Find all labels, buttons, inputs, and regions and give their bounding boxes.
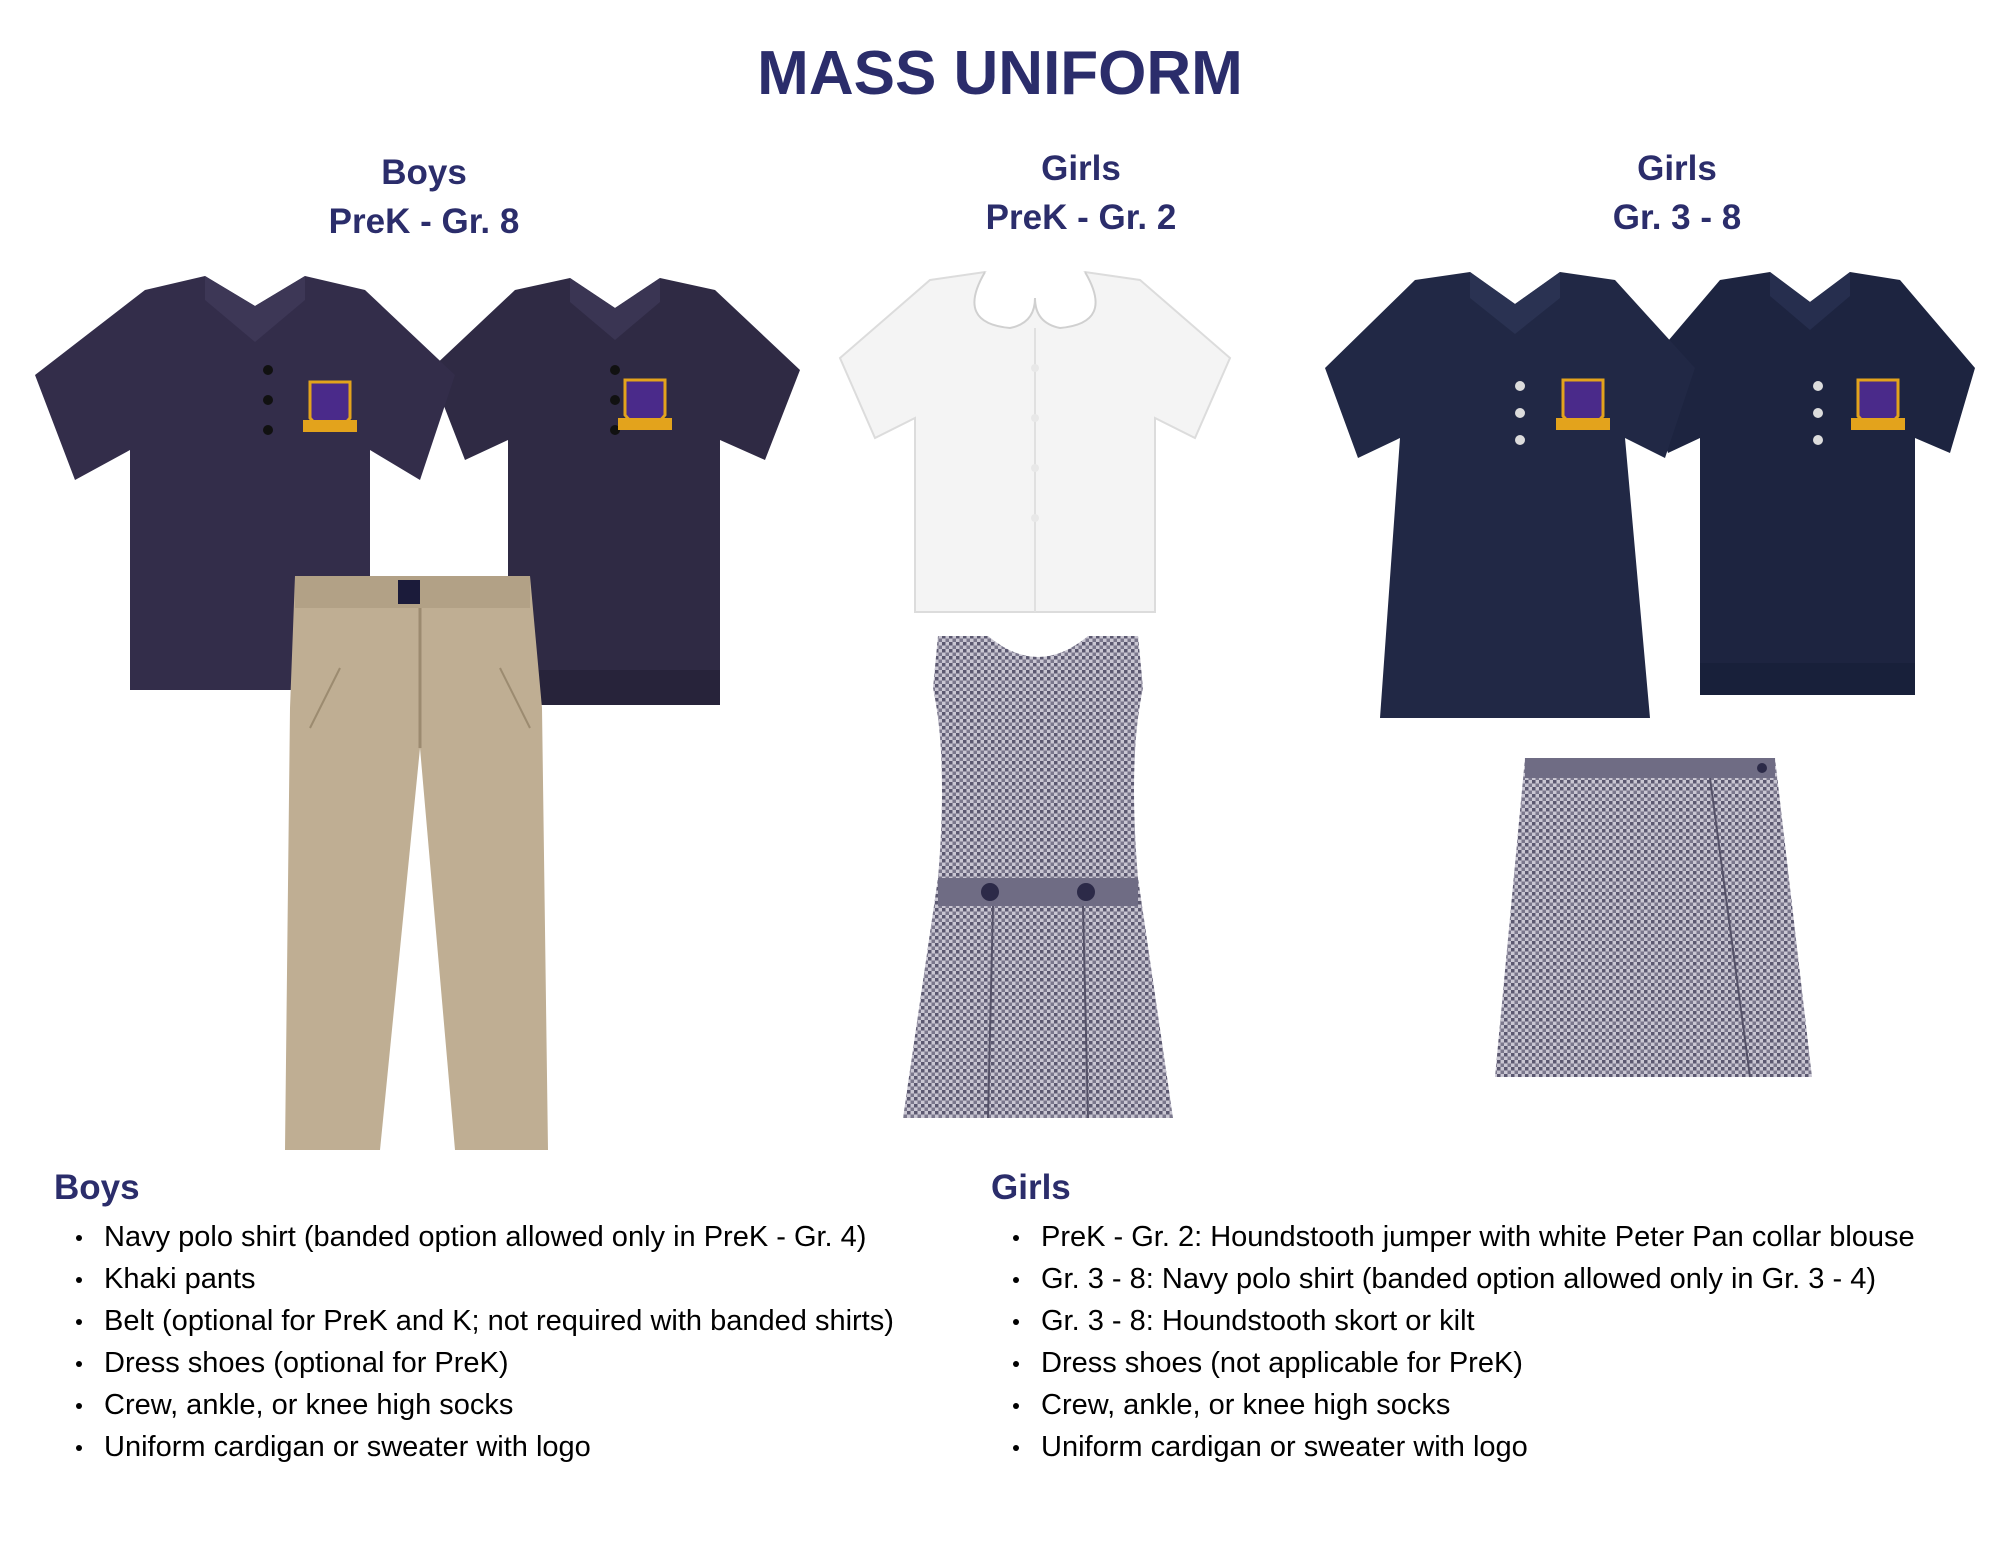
boys-item-list [54, 1216, 894, 1468]
list-item: Gr. 3 - 8: Houndstooth skort or kilt [991, 1300, 1915, 1342]
houndstooth-jumper-image [893, 628, 1183, 1123]
boys-section-heading: Boys [54, 1168, 140, 1207]
column-heading-line2: Gr. 3 - 8 [1612, 198, 1742, 237]
list-item: Crew, ankle, or knee high socks [54, 1384, 894, 1426]
list-item: Uniform cardigan or sweater with logo [991, 1426, 1915, 1468]
column-heading-line1: Boys [381, 153, 467, 192]
list-item: PreK - Gr. 2: Houndstooth jumper with white Peter Pan collar blouse [991, 1216, 1915, 1258]
khaki-pants-image [280, 568, 560, 1158]
houndstooth-skort-image [1490, 752, 1820, 1082]
column-heading-girls-3-8 [1477, 144, 1877, 242]
list-item: Uniform cardigan or sweater with logo [54, 1426, 894, 1468]
column-heading-line2: PreK - Gr. 2 [985, 198, 1177, 237]
list-item: Crew, ankle, or knee high socks [991, 1384, 1915, 1426]
list-item: Khaki pants [54, 1258, 894, 1300]
column-heading-line1: Girls [1637, 149, 1717, 188]
girls-section-heading: Girls [991, 1168, 1071, 1207]
column-heading-line1: Girls [1041, 149, 1121, 188]
column-heading-boys [224, 148, 624, 246]
column-heading-line2: PreK - Gr. 8 [328, 202, 520, 241]
girls-item-list [991, 1216, 1915, 1468]
page-title: MASS UNIFORM [757, 39, 1243, 108]
column-heading-girls-prek-2 [881, 144, 1281, 242]
girls-polo-image [1320, 268, 1700, 728]
white-blouse-image [835, 268, 1235, 616]
list-item: Gr. 3 - 8: Navy polo shirt (banded option allowed only in Gr. 3 - 4) [991, 1258, 1915, 1300]
list-item: Dress shoes (optional for PreK) [54, 1342, 894, 1384]
list-item: Dress shoes (not applicable for PreK) [991, 1342, 1915, 1384]
list-item: Navy polo shirt (banded option allowed only in PreK - Gr. 4) [54, 1216, 894, 1258]
list-item: Belt (optional for PreK and K; not required with banded shirts) [54, 1300, 894, 1342]
